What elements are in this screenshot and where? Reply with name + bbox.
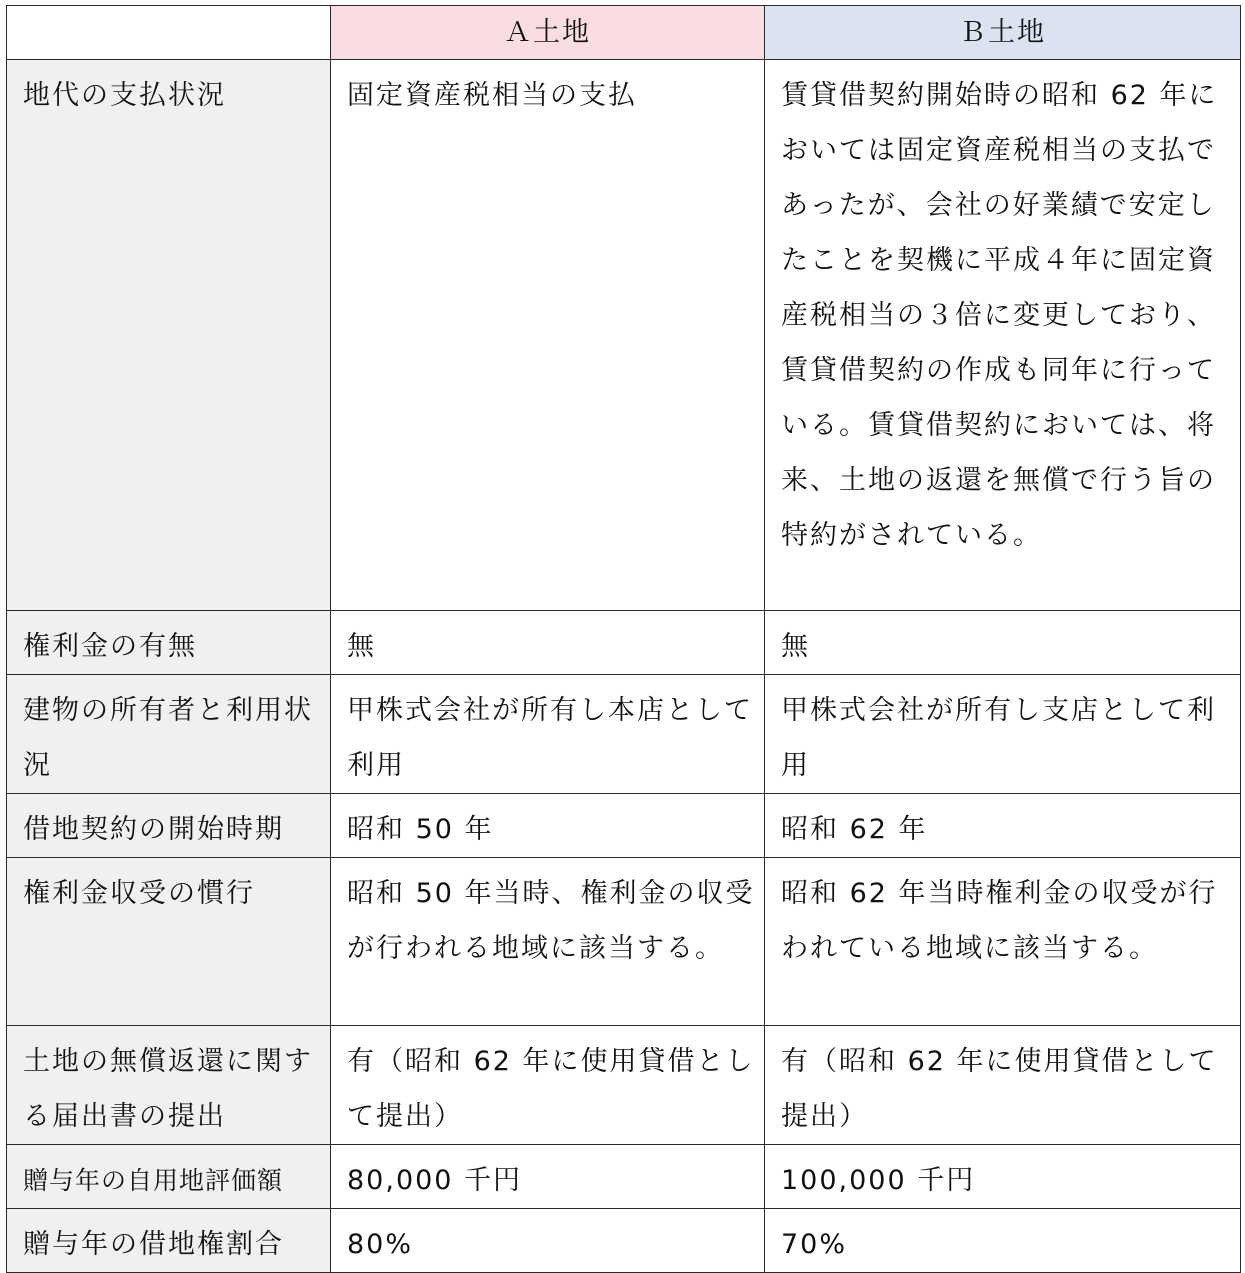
cell-land-b: 昭和 62 年当時権利金の収受が行われている地域に該当する。 [765, 858, 1241, 1026]
cell-land-a: 80% [331, 1209, 765, 1273]
cell-land-a: 80,000 千円 [331, 1145, 765, 1209]
row-label: 借地契約の開始時期 [7, 794, 331, 858]
row-leasehold-ratio [7, 1209, 1241, 1273]
row-building-owner [7, 675, 1241, 794]
cell-land-a: 昭和 50 年当時、権利金の収受が行われる地域に該当する。 [331, 858, 765, 1026]
row-label: 権利金収受の慣行 [7, 858, 331, 1026]
header-land-b: Ｂ土地 [765, 6, 1241, 60]
cell-land-b: 昭和 62 年 [765, 794, 1241, 858]
cell-land-b: 甲株式会社が所有し支店として利用 [765, 675, 1241, 794]
header-row [7, 6, 1241, 60]
row-rent-payment [7, 60, 1241, 611]
cell-land-a: 無 [331, 611, 765, 675]
cell-land-a: 甲株式会社が所有し本店として利用 [331, 675, 765, 794]
row-label: 地代の支払状況 [7, 60, 331, 611]
row-label: 土地の無償返還に関する届出書の提出 [7, 1026, 331, 1145]
row-free-return-notice [7, 1026, 1241, 1145]
row-label: 贈与年の自用地評価額 [7, 1145, 331, 1209]
row-land-valuation [7, 1145, 1241, 1209]
cell-land-b: 70% [765, 1209, 1241, 1273]
row-label: 贈与年の借地権割合 [7, 1209, 331, 1273]
cell-land-b: 賃貸借契約開始時の昭和 62 年においては固定資産税相当の支払であったが、会社の好業績で安定したことを契機に平成４年に固定資産税相当の３倍に変更しており、賃貸借契約の作成も同年に行っている。賃貸借契約においては、将来、土地の返還を無償で行う旨の特約がされている。 [765, 60, 1241, 611]
row-label: 建物の所有者と利用状況 [7, 675, 331, 794]
cell-land-a: 昭和 50 年 [331, 794, 765, 858]
cell-land-b: 有（昭和 62 年に使用貸借として提出） [765, 1026, 1241, 1145]
cell-land-b: 100,000 千円 [765, 1145, 1241, 1209]
cell-land-b: 無 [765, 611, 1241, 675]
row-key-money-custom [7, 858, 1241, 1026]
comparison-table [6, 5, 1241, 1273]
row-lease-start [7, 794, 1241, 858]
header-corner-cell [7, 6, 331, 60]
cell-land-a: 固定資産税相当の支払 [331, 60, 765, 611]
row-label: 権利金の有無 [7, 611, 331, 675]
header-land-a: Ａ土地 [331, 6, 765, 60]
row-key-money [7, 611, 1241, 675]
cell-land-a: 有（昭和 62 年に使用貸借として提出） [331, 1026, 765, 1145]
